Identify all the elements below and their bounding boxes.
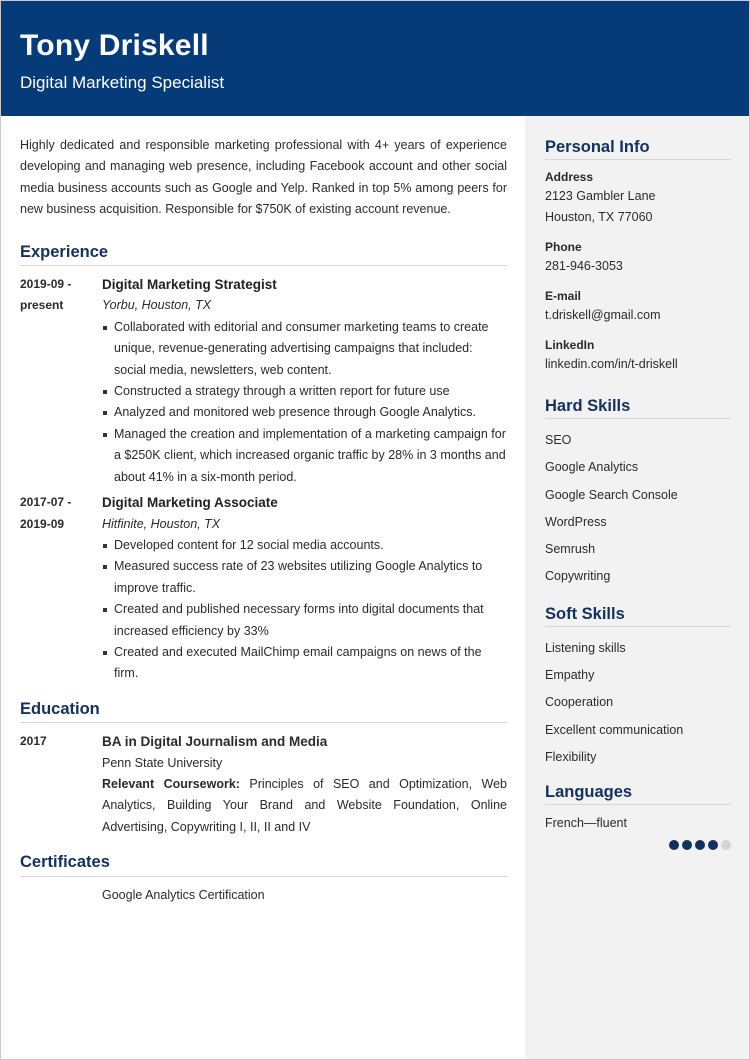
- job-role: Digital Marketing Associate: [102, 495, 278, 511]
- job-date-start: 2019-09 -: [20, 277, 72, 292]
- skill-item: Flexibility: [545, 749, 597, 764]
- education-year: 2017: [20, 734, 47, 749]
- level-dot-empty: [721, 840, 731, 850]
- language-name: French—fluent: [545, 816, 627, 831]
- linkedin-value[interactable]: linkedin.com/in/t-driskell: [545, 357, 678, 371]
- certificate-item: Google Analytics Certification: [102, 887, 265, 902]
- level-dot-filled: [682, 840, 692, 850]
- experience-section: [20, 242, 507, 685]
- skill-item: Semrush: [545, 542, 596, 557]
- job-bullet: Constructed a strategy through a written report for future use: [102, 381, 507, 402]
- email-label: E-mail: [545, 289, 582, 303]
- job-role: Digital Marketing Strategist: [102, 277, 277, 293]
- skill-item: Google Search Console: [545, 487, 678, 502]
- education-body: [102, 731, 507, 838]
- education-section: [20, 699, 507, 838]
- languages-heading: Languages: [545, 783, 731, 805]
- education-heading: Education: [20, 699, 507, 723]
- address-line: 2123 Gambler Lane: [545, 189, 656, 203]
- job-company: Yorbu, Houston, TX: [102, 298, 212, 313]
- job-bullet: Managed the creation and implementation of a marketing campaign for a $250K client, which increased organic traffic by 28% in 3 months and about 41% in a six-month period.: [102, 424, 507, 488]
- phone-label: Phone: [545, 240, 582, 254]
- job-bullet: Developed content for 12 social media accounts.: [102, 535, 507, 556]
- email-value[interactable]: t.driskell@gmail.com: [545, 308, 661, 322]
- job-body: [102, 274, 507, 488]
- address-label: Address: [545, 170, 594, 184]
- soft-skills-heading: Soft Skills: [545, 605, 731, 627]
- language-level-dots: [545, 840, 731, 850]
- job-bullet: Analyzed and monitored web presence through Google Analytics.: [102, 402, 507, 423]
- resume-header: [1, 1, 750, 116]
- skill-item: SEO: [545, 433, 572, 447]
- job-dates: [20, 274, 102, 488]
- job-bullet: Created and published necessary forms into digital documents that increased efficiency by 33%: [102, 599, 507, 642]
- job-bullet: Created and executed MailChimp email campaigns on news of the firm.: [102, 642, 507, 685]
- personal-info-section: [545, 138, 731, 375]
- job-company: Hitfinite, Houston, TX: [102, 516, 221, 531]
- soft-skills-section: [545, 605, 731, 771]
- education-entry: [20, 731, 507, 838]
- experience-heading: Experience: [20, 242, 507, 266]
- job-entry: [20, 274, 507, 488]
- job-body: [102, 492, 507, 685]
- job-bullet: Measured success rate of 23 websites utilizing Google Analytics to improve traffic.: [102, 556, 507, 599]
- skill-item: WordPress: [545, 514, 607, 529]
- phone-value: 281-946-3053: [545, 259, 623, 273]
- hard-skills-heading: Hard Skills: [545, 397, 731, 419]
- sidebar: [545, 138, 731, 850]
- level-dot-filled: [708, 840, 718, 850]
- linkedin-label: LinkedIn: [545, 338, 595, 352]
- coursework-text: Principles of SEO and Optimization, Web Analytics, Building Your Brand and Website Foundation, Online Advertising, Copywriting I, II, II and IV: [102, 776, 507, 834]
- skill-item: Excellent communication: [545, 722, 684, 737]
- candidate-title: Digital Marketing Specialist: [20, 73, 225, 92]
- level-dot-filled: [695, 840, 705, 850]
- coursework-label: Relevant Coursework:: [102, 776, 240, 791]
- personal-info-heading: Personal Info: [545, 138, 731, 160]
- level-dot-filled: [669, 840, 679, 850]
- main-column: [20, 135, 507, 906]
- soft-skills-list: [545, 635, 731, 771]
- skill-item: Copywriting: [545, 569, 611, 584]
- address-line: Houston, TX 77060: [545, 210, 653, 224]
- hard-skills-section: [545, 397, 731, 591]
- job-bullet: Collaborated with editorial and consumer marketing teams to create unique, revenue-generating advertising campaigns that included: social media, newsletters, web content.: [102, 317, 507, 381]
- education-school: Penn State University: [102, 755, 223, 770]
- languages-section: [545, 783, 731, 850]
- job-dates: [20, 492, 102, 685]
- job-entry: [20, 492, 507, 685]
- education-coursework: [102, 774, 507, 838]
- hard-skills-list: [545, 427, 731, 591]
- education-degree: BA in Digital Journalism and Media: [102, 734, 328, 750]
- skill-item: Listening skills: [545, 640, 626, 655]
- certificates-heading: Certificates: [20, 852, 507, 876]
- job-bullets: [102, 535, 507, 685]
- skill-item: Empathy: [545, 668, 595, 683]
- candidate-name: Tony Driskell: [20, 29, 209, 62]
- job-date-end: 2019-09: [20, 516, 65, 531]
- certificates-section: [20, 852, 507, 906]
- skill-item: Cooperation: [545, 695, 614, 710]
- skill-item: Google Analytics: [545, 460, 639, 475]
- job-date-start: 2017-07 -: [20, 495, 72, 510]
- job-bullets: [102, 317, 507, 488]
- job-date-end: present: [20, 298, 64, 313]
- summary-paragraph: Highly dedicated and responsible marketing professional with 4+ years of experience developing and managing web presence, including Facebook account and other social media business accounts such as Google and Yelp. Ranked in top 5% among peers for new business acquisition. Responsible for $750K of existing account revenue.: [20, 138, 507, 217]
